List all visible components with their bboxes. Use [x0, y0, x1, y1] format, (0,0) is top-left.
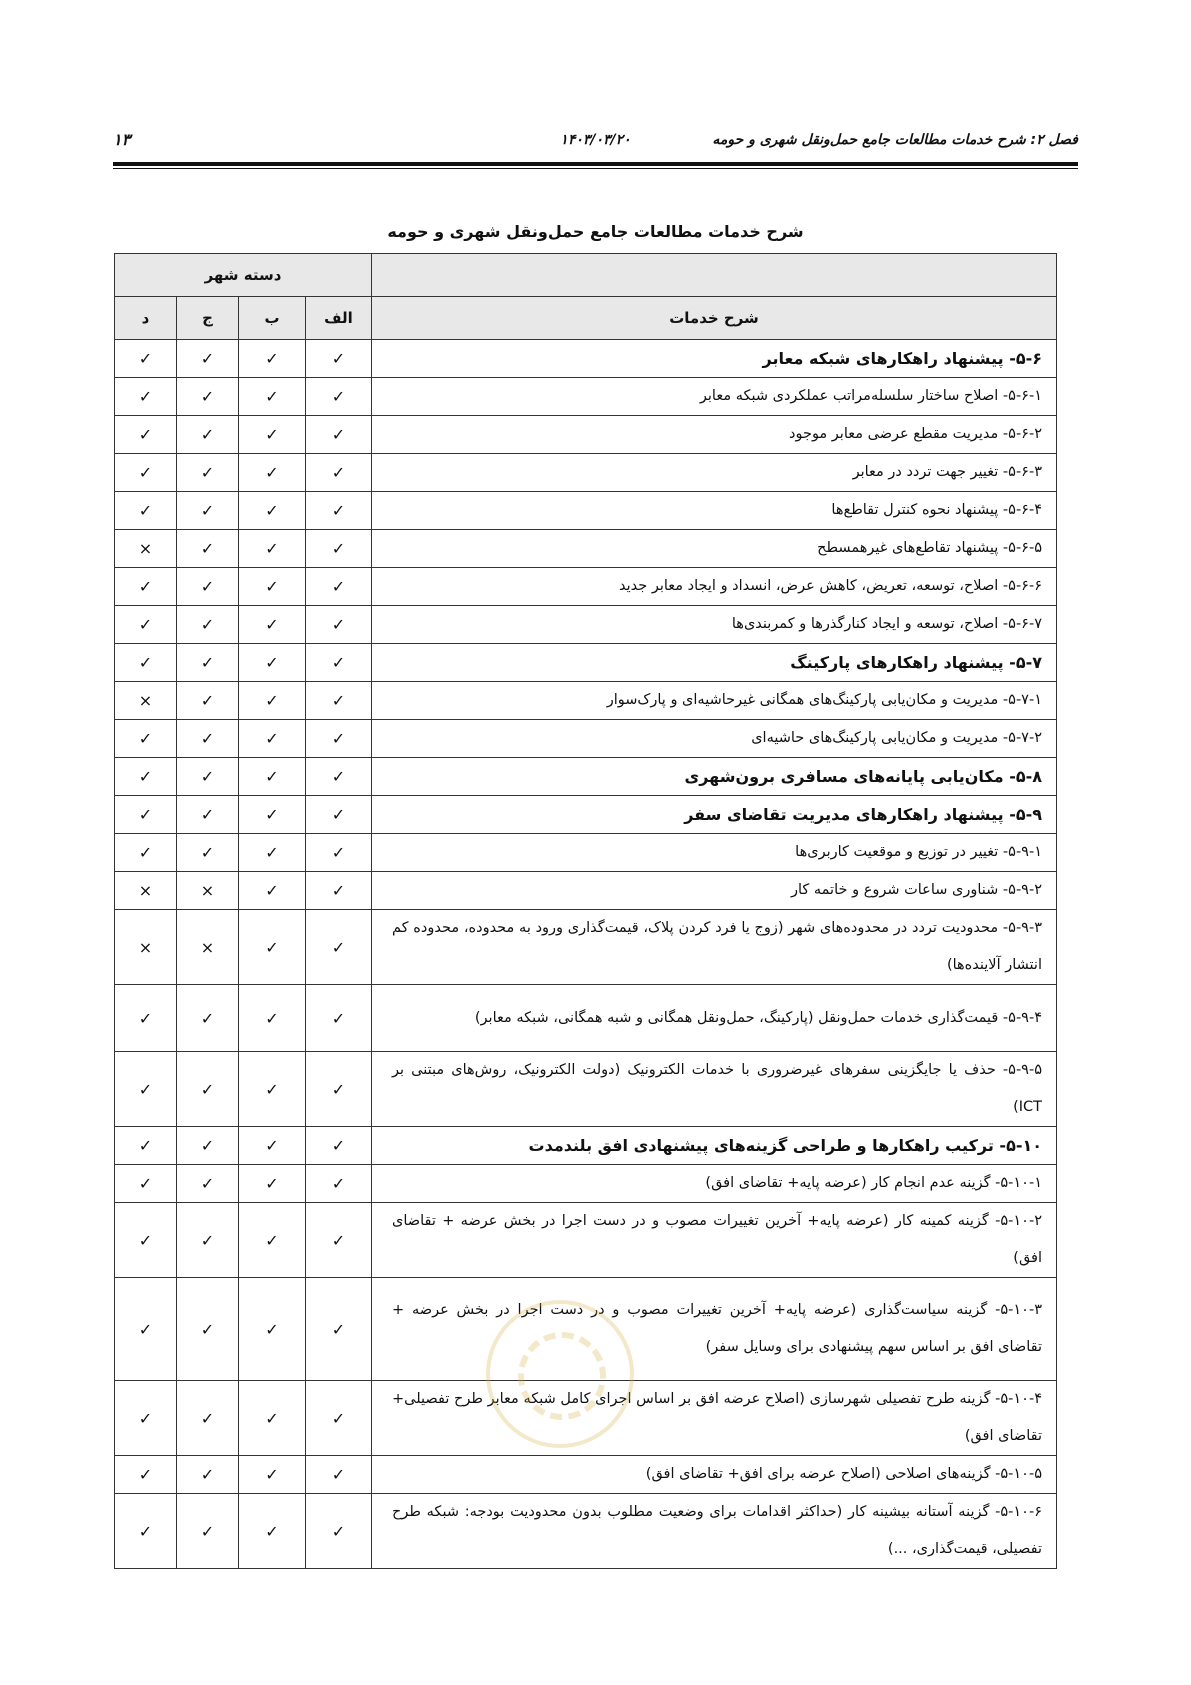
service-description: ۵-۶-۷- اصلاح، توسعه و ایجاد کنارگذرها و کمربندی‌ها [372, 606, 1057, 644]
table-title: شرح خدمات مطالعات جامع حمل‌ونقل شهری و حومه [387, 222, 804, 241]
table-row [115, 1456, 1057, 1494]
chapter-title: فصل ۲: شرح خدمات مطالعات جامع حمل‌ونقل شهری و حومه [712, 132, 1078, 148]
mark-be: ✓ [239, 682, 306, 720]
mark-jim: ✓ [177, 492, 239, 530]
mark-be: ✓ [239, 1165, 306, 1203]
table-row [115, 985, 1057, 1052]
mark-alef: ✓ [306, 796, 372, 834]
mark-jim: ✓ [177, 1127, 239, 1165]
mark-alef: ✓ [306, 1381, 372, 1456]
mark-jim: ✓ [177, 340, 239, 378]
mark-be: ✓ [239, 796, 306, 834]
mark-be: ✓ [239, 720, 306, 758]
service-description: ۵-۱۰-۴- گزینه طرح تفصیلی شهرسازی (اصلاح عرضه افق بر اساس اجرای کامل شبکه معابر طرح تفصیلی+ تقاضای افق) [372, 1381, 1057, 1456]
mark-be: ✓ [239, 1127, 306, 1165]
mark-alef: ✓ [306, 1494, 372, 1569]
mark-jim: ✓ [177, 758, 239, 796]
mark-alef: ✓ [306, 1203, 372, 1278]
header-row-group [115, 254, 1057, 297]
mark-be: ✓ [239, 985, 306, 1052]
column-header-be: ب [239, 297, 306, 340]
service-description: ۵-۹-۱- تغییر در توزیع و موقعیت کاربری‌ها [372, 834, 1057, 872]
table-row [115, 1127, 1057, 1165]
service-description: ۵-۶-۶- اصلاح، توسعه، تعریض، کاهش عرض، انسداد و ایجاد معابر جدید [372, 568, 1057, 606]
mark-be: ✓ [239, 1278, 306, 1381]
mark-jim: ✓ [177, 985, 239, 1052]
service-description: ۵-۶-۵- پیشنهاد تقاطع‌های غیرهمسطح [372, 530, 1057, 568]
table-row [115, 1494, 1057, 1569]
mark-jim: ✓ [177, 682, 239, 720]
city-category-header: دسته شهر [115, 254, 372, 297]
table-row [115, 1278, 1057, 1381]
mark-jim: ✓ [177, 834, 239, 872]
mark-dal: ✓ [115, 796, 177, 834]
mark-jim: × [177, 872, 239, 910]
mark-dal: ✓ [115, 1456, 177, 1494]
mark-jim: ✓ [177, 454, 239, 492]
service-description: ۵-۹-۴- قیمت‌گذاری خدمات حمل‌ونقل (پارکینگ، حمل‌ونقل همگانی و شبه همگانی، شبکه معابر) [372, 985, 1057, 1052]
page-header [113, 128, 1078, 154]
table-row [115, 492, 1057, 530]
mark-jim: ✓ [177, 1052, 239, 1127]
mark-alef: ✓ [306, 985, 372, 1052]
service-description: ۵-۶-۴- پیشنهاد نحوه کنترل تقاطع‌ها [372, 492, 1057, 530]
mark-dal: ✓ [115, 758, 177, 796]
mark-dal: ✓ [115, 1494, 177, 1569]
mark-dal: ✓ [115, 606, 177, 644]
mark-jim: ✓ [177, 720, 239, 758]
mark-dal: ✓ [115, 834, 177, 872]
service-description: ۵-۱۰-۶- گزینه آستانه بیشینه کار (حداکثر اقدامات برای وضعیت مطلوب بدون محدودیت بودجه: شبکه طرح تفصیلی، قیمت‌گذاری، ...) [372, 1494, 1057, 1569]
mark-alef: ✓ [306, 378, 372, 416]
table-row [115, 454, 1057, 492]
mark-be: ✓ [239, 340, 306, 378]
mark-be: ✓ [239, 568, 306, 606]
table-row [115, 910, 1057, 985]
service-description: ۵-۱۰- ترکیب راهکارها و طراحی گزینه‌های پیشنهادی افق بلندمدت [372, 1127, 1057, 1165]
service-description: ۵-۹-۲- شناوری ساعات شروع و خاتمه کار [372, 872, 1057, 910]
mark-be: ✓ [239, 1381, 306, 1456]
service-description: ۵-۹-۳- محدودیت تردد در محدوده‌های شهر (زوج یا فرد کردن پلاک، قیمت‌گذاری ورود به محدوده، محدوده کم انتشار آلاینده‌ها) [372, 910, 1057, 985]
mark-dal: ✓ [115, 340, 177, 378]
mark-be: ✓ [239, 492, 306, 530]
mark-dal: ✓ [115, 720, 177, 758]
mark-be: ✓ [239, 454, 306, 492]
mark-be: ✓ [239, 606, 306, 644]
table-row [115, 1052, 1057, 1127]
mark-alef: ✓ [306, 568, 372, 606]
mark-jim: ✓ [177, 796, 239, 834]
mark-alef: ✓ [306, 530, 372, 568]
table-row [115, 796, 1057, 834]
table-row [115, 340, 1057, 378]
mark-jim: ✓ [177, 530, 239, 568]
mark-jim: ✓ [177, 1381, 239, 1456]
mark-dal: ✓ [115, 416, 177, 454]
mark-dal: × [115, 682, 177, 720]
mark-alef: ✓ [306, 340, 372, 378]
mark-jim: ✓ [177, 568, 239, 606]
mark-dal: ✓ [115, 454, 177, 492]
mark-dal: ✓ [115, 492, 177, 530]
mark-jim: × [177, 910, 239, 985]
table-row [115, 758, 1057, 796]
service-description: ۵-۱۰-۳- گزینه سیاست‌گذاری (عرضه پایه+ آخرین تغییرات مصوب و در دست اجرا در بخش عرضه + تقاضای افق بر اساس سهم پیشنهادی برای وسایل سفر) [372, 1278, 1057, 1381]
table-row [115, 872, 1057, 910]
mark-dal: ✓ [115, 1381, 177, 1456]
mark-be: ✓ [239, 1456, 306, 1494]
mark-alef: ✓ [306, 644, 372, 682]
service-description: ۵-۹-۵- حذف یا جایگزینی سفرهای غیرضروری با خدمات الکترونیک (دولت الکترونیک، روش‌های مبتنی بر ICT) [372, 1052, 1057, 1127]
mark-dal: ✓ [115, 1052, 177, 1127]
mark-jim: ✓ [177, 606, 239, 644]
service-description: ۵-۶- پیشنهاد راهکارهای شبکه معابر [372, 340, 1057, 378]
mark-jim: ✓ [177, 1278, 239, 1381]
table-row [115, 378, 1057, 416]
service-description: ۵-۶-۱- اصلاح ساختار سلسله‌مراتب عملکردی شبکه معابر [372, 378, 1057, 416]
page-number: ۱۳ [113, 130, 131, 149]
mark-jim: ✓ [177, 378, 239, 416]
mark-alef: ✓ [306, 1456, 372, 1494]
mark-be: ✓ [239, 1052, 306, 1127]
table-row [115, 606, 1057, 644]
mark-be: ✓ [239, 910, 306, 985]
table-row [115, 1203, 1057, 1278]
mark-be: ✓ [239, 378, 306, 416]
header-date: ۱۴۰۳/۰۳/۲۰ [560, 132, 631, 148]
mark-jim: ✓ [177, 416, 239, 454]
mark-alef: ✓ [306, 1127, 372, 1165]
mark-dal: ✓ [115, 1165, 177, 1203]
service-description: ۵-۹- پیشنهاد راهکارهای مدیریت تقاضای سفر [372, 796, 1057, 834]
mark-be: ✓ [239, 758, 306, 796]
column-header-dal: د [115, 297, 177, 340]
mark-be: ✓ [239, 1494, 306, 1569]
mark-dal: ✓ [115, 1127, 177, 1165]
column-header-alef: الف [306, 297, 372, 340]
table-row [115, 682, 1057, 720]
table-row [115, 1165, 1057, 1203]
mark-alef: ✓ [306, 416, 372, 454]
mark-dal: ✓ [115, 568, 177, 606]
mark-jim: ✓ [177, 1494, 239, 1569]
service-description: ۵-۶-۳- تغییر جهت تردد در معابر [372, 454, 1057, 492]
mark-be: ✓ [239, 872, 306, 910]
mark-be: ✓ [239, 644, 306, 682]
mark-alef: ✓ [306, 606, 372, 644]
service-description: ۵-۱۰-۲- گزینه کمینه کار (عرضه پایه+ آخرین تغییرات مصوب و در دست اجرا در بخش عرضه + تقاضای افق) [372, 1203, 1057, 1278]
services-table [114, 253, 1057, 1569]
mark-alef: ✓ [306, 758, 372, 796]
mark-dal: ✓ [115, 1278, 177, 1381]
mark-be: ✓ [239, 416, 306, 454]
table-row [115, 416, 1057, 454]
table-row [115, 834, 1057, 872]
table-row [115, 1381, 1057, 1456]
mark-dal: ✓ [115, 378, 177, 416]
mark-alef: ✓ [306, 1165, 372, 1203]
mark-dal: ✓ [115, 1203, 177, 1278]
table-row [115, 720, 1057, 758]
mark-alef: ✓ [306, 872, 372, 910]
header-rule-thin [113, 168, 1078, 169]
mark-alef: ✓ [306, 1278, 372, 1381]
service-description: ۵-۶-۲- مدیریت مقطع عرضی معابر موجود [372, 416, 1057, 454]
mark-be: ✓ [239, 1203, 306, 1278]
service-description: ۵-۱۰-۵- گزینه‌های اصلاحی (اصلاح عرضه برای افق+ تقاضای افق) [372, 1456, 1057, 1494]
mark-jim: ✓ [177, 1456, 239, 1494]
mark-jim: ✓ [177, 644, 239, 682]
table-row [115, 568, 1057, 606]
mark-alef: ✓ [306, 454, 372, 492]
mark-dal: × [115, 530, 177, 568]
mark-alef: ✓ [306, 492, 372, 530]
mark-alef: ✓ [306, 834, 372, 872]
service-description: ۵-۷- پیشنهاد راهکارهای پارکینگ [372, 644, 1057, 682]
empty-header-cell [372, 254, 1057, 297]
header-rule-thick [113, 162, 1078, 166]
mark-alef: ✓ [306, 910, 372, 985]
mark-be: ✓ [239, 530, 306, 568]
header-row-columns [115, 297, 1057, 340]
mark-jim: ✓ [177, 1165, 239, 1203]
service-description: ۵-۱۰-۱- گزینه عدم انجام کار (عرضه پایه+ تقاضای افق) [372, 1165, 1057, 1203]
mark-alef: ✓ [306, 1052, 372, 1127]
mark-jim: ✓ [177, 1203, 239, 1278]
service-description: ۵-۷-۱- مدیریت و مکان‌یابی پارکینگ‌های همگانی غیرحاشیه‌ای و پارک‌سوار [372, 682, 1057, 720]
table-row [115, 530, 1057, 568]
mark-dal: × [115, 872, 177, 910]
mark-dal: ✓ [115, 985, 177, 1052]
mark-dal: × [115, 910, 177, 985]
table-row [115, 644, 1057, 682]
service-description: ۵-۸- مکان‌یابی پایانه‌های مسافری برون‌شهری [372, 758, 1057, 796]
service-description: ۵-۷-۲- مدیریت و مکان‌یابی پارکینگ‌های حاشیه‌ای [372, 720, 1057, 758]
mark-alef: ✓ [306, 682, 372, 720]
mark-be: ✓ [239, 834, 306, 872]
services-description-header: شرح خدمات [372, 297, 1057, 340]
mark-dal: ✓ [115, 644, 177, 682]
column-header-jim: ج [177, 297, 239, 340]
mark-alef: ✓ [306, 720, 372, 758]
